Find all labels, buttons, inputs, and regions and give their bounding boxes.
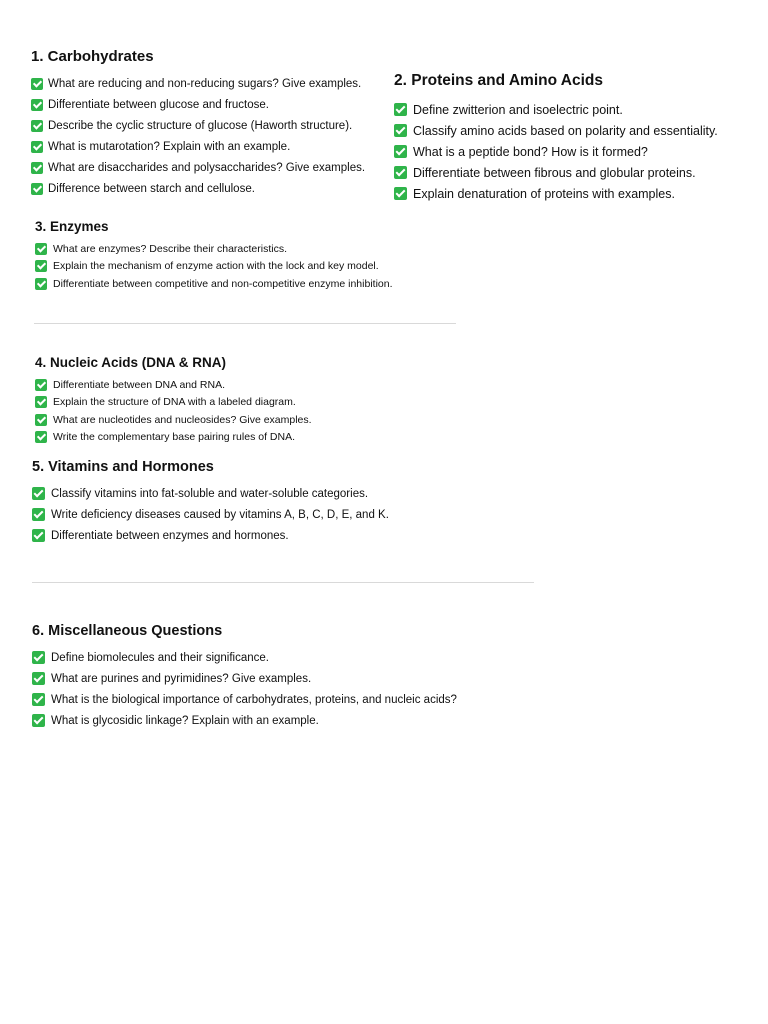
- question-text: What is mutarotation? Explain with an example.: [48, 140, 291, 153]
- list-item: [394, 120, 718, 141]
- list-item: [31, 94, 365, 115]
- checkbox-checked-icon: [35, 379, 47, 391]
- question-text: Define zwitterion and isoelectric point.: [413, 102, 623, 117]
- list-item: [35, 376, 312, 394]
- list-item: [31, 73, 365, 94]
- question-list: [31, 73, 365, 199]
- section-title: 3. Enzymes: [35, 219, 109, 234]
- list-item: [32, 504, 389, 525]
- section-enzymes: [35, 219, 393, 293]
- checkbox-checked-icon: [32, 508, 45, 521]
- question-text: What is a peptide bond? How is it formed?: [413, 144, 648, 159]
- question-list: [32, 483, 389, 546]
- question-text: Classify vitamins into fat-soluble and water-soluble categories.: [51, 487, 369, 500]
- list-item: [394, 99, 718, 120]
- list-item: [394, 141, 718, 162]
- checkbox-checked-icon: [31, 78, 43, 90]
- section-title: 1. Carbohydrates: [31, 48, 154, 65]
- checkbox-checked-icon: [394, 145, 407, 158]
- question-text: Differentiate between glucose and fructose.: [48, 98, 269, 111]
- question-text: Describe the cyclic structure of glucose (Haworth structure).: [48, 119, 353, 132]
- question-text: What is glycosidic linkage? Explain with an example.: [51, 714, 319, 727]
- question-list: [35, 376, 312, 446]
- list-item: [32, 525, 389, 546]
- list-item: [35, 394, 312, 412]
- checkbox-checked-icon: [31, 183, 43, 195]
- checkbox-checked-icon: [31, 162, 43, 174]
- question-text: Differentiate between competitive and non-competitive enzyme inhibition.: [53, 277, 393, 290]
- section-title: 4. Nucleic Acids (DNA & RNA): [35, 355, 227, 370]
- list-item: [31, 136, 365, 157]
- checkbox-checked-icon: [32, 487, 45, 500]
- section-proteins: [394, 72, 718, 204]
- list-item: [32, 668, 457, 689]
- checkbox-checked-icon: [31, 120, 43, 132]
- checkbox-checked-icon: [31, 141, 43, 153]
- checkbox-checked-icon: [394, 124, 407, 137]
- list-item: [35, 429, 312, 447]
- question-text: Differentiate between fibrous and globular proteins.: [413, 165, 696, 180]
- checkbox-checked-icon: [32, 693, 45, 706]
- question-text: Explain the structure of DNA with a labeled diagram.: [53, 396, 296, 409]
- checkbox-checked-icon: [32, 651, 45, 664]
- list-item: [32, 689, 457, 710]
- checkbox-checked-icon: [35, 431, 47, 443]
- checkbox-checked-icon: [32, 529, 45, 542]
- section-nucleic-acids: [35, 355, 312, 446]
- question-list: [35, 240, 393, 293]
- list-item: [35, 240, 393, 258]
- question-text: What is the biological importance of carbohydrates, proteins, and nucleic acids?: [51, 693, 457, 706]
- section-divider: [32, 582, 534, 583]
- list-item: [31, 157, 365, 178]
- checkbox-checked-icon: [31, 99, 43, 111]
- section-vitamins-hormones: [32, 459, 389, 546]
- question-text: What are purines and pyrimidines? Give examples.: [51, 672, 312, 685]
- section-title: 5. Vitamins and Hormones: [32, 459, 214, 475]
- question-text: Write the complementary base pairing rules of DNA.: [53, 431, 295, 444]
- checkbox-checked-icon: [35, 243, 47, 255]
- question-text: What are disaccharides and polysaccharides? Give examples.: [48, 161, 366, 174]
- question-list: [394, 99, 718, 204]
- question-text: Differentiate between DNA and RNA.: [53, 378, 225, 391]
- checkbox-checked-icon: [35, 396, 47, 408]
- checkbox-checked-icon: [32, 672, 45, 685]
- section-title: 2. Proteins and Amino Acids: [394, 72, 604, 89]
- list-item: [31, 115, 365, 136]
- checkbox-checked-icon: [394, 187, 407, 200]
- section-title: 6. Miscellaneous Questions: [32, 623, 223, 639]
- question-text: Define biomolecules and their significance.: [51, 651, 269, 664]
- list-item: [35, 258, 393, 276]
- question-text: What are enzymes? Describe their characteristics.: [53, 242, 287, 255]
- section-miscellaneous: [32, 623, 457, 731]
- question-text: What are reducing and non-reducing sugars? Give examples.: [48, 77, 362, 90]
- question-text: What are nucleotides and nucleosides? Give examples.: [53, 413, 312, 426]
- list-item: [35, 275, 393, 293]
- question-text: Explain denaturation of proteins with examples.: [413, 186, 675, 201]
- checkbox-checked-icon: [35, 414, 47, 426]
- checkbox-checked-icon: [32, 714, 45, 727]
- list-item: [32, 647, 457, 668]
- list-item: [35, 411, 312, 429]
- list-item: [32, 483, 389, 504]
- list-item: [394, 183, 718, 204]
- question-text: Differentiate between enzymes and hormones.: [51, 529, 289, 542]
- list-item: [32, 710, 457, 731]
- list-item: [31, 178, 365, 199]
- question-list: [32, 647, 457, 731]
- question-text: Difference between starch and cellulose.: [48, 182, 255, 195]
- list-item: [394, 162, 718, 183]
- checkbox-checked-icon: [394, 166, 407, 179]
- section-carbohydrates: [31, 48, 365, 199]
- checkbox-checked-icon: [35, 278, 47, 290]
- checkbox-checked-icon: [35, 260, 47, 272]
- question-text: Classify amino acids based on polarity and essentiality.: [413, 123, 718, 138]
- question-text: Write deficiency diseases caused by vitamins A, B, C, D, E, and K.: [51, 508, 389, 521]
- section-divider: [34, 323, 456, 324]
- question-text: Explain the mechanism of enzyme action with the lock and key model.: [53, 260, 379, 273]
- checkbox-checked-icon: [394, 103, 407, 116]
